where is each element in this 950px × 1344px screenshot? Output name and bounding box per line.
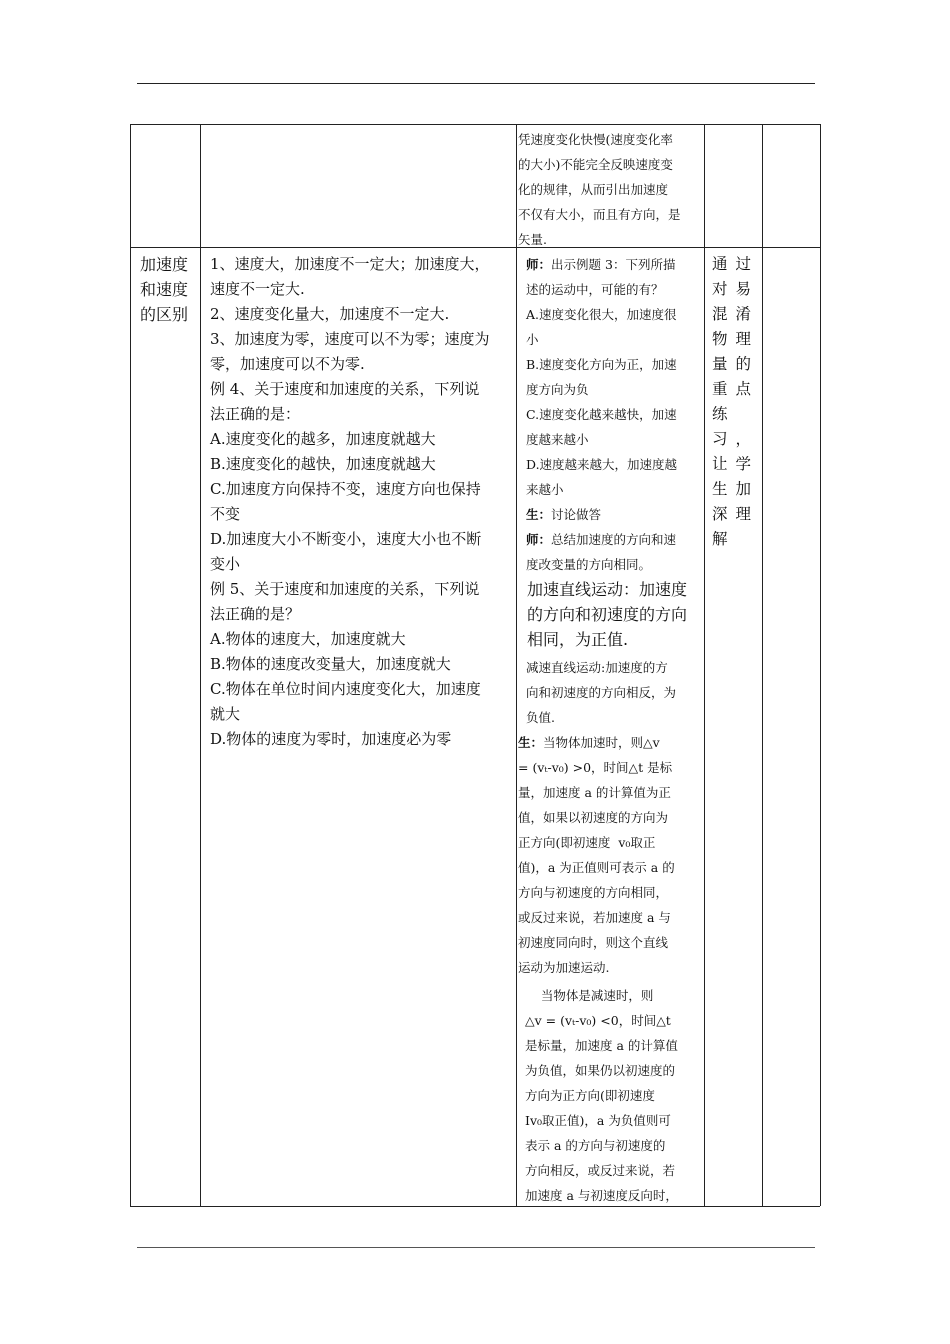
topic-cell — [140, 252, 200, 327]
option-line: B.速度变化方向为正，加速 — [526, 357, 677, 372]
content-line: 速度不一定大. — [210, 280, 305, 298]
text-line: 化的规律，从而引出加速度 — [518, 182, 669, 197]
accel-line: 的方向和初速度的方向 — [527, 605, 688, 624]
student-line: 量，加速度 a 的计算值为正 — [518, 785, 671, 800]
option-line: B.物体的速度改变量大，加速度就大 — [210, 655, 451, 673]
decel-line: 减速直线运动:加速度的方 — [526, 660, 668, 675]
teacher-label: 师： — [526, 532, 552, 547]
option-line: 就大 — [210, 705, 241, 723]
teacher-label: 师： — [526, 257, 552, 272]
topic-line: 加速度 — [140, 255, 189, 274]
text-line: 凭速度变化快慢(速度变化率 — [518, 132, 673, 147]
example5-line: 例 5、关于速度和加速度的关系，下列说 — [210, 580, 480, 598]
student-line: = (vₜ-v₀) >0，时间△t 是标 — [518, 760, 673, 775]
content-line: 3、加速度为零，速度可以不为零；速度为 — [210, 330, 490, 348]
accel-line: 加速直线运动：加速度 — [527, 580, 688, 599]
student-line: 方向与初速度的方向相同， — [518, 885, 669, 900]
activity-cell — [518, 252, 702, 1208]
purpose-line: 通过 — [712, 255, 760, 273]
decel-explain-line: 方向为正方向(即初速度 — [525, 1088, 655, 1103]
student-line: 值，如果以初速度的方向为 — [518, 810, 669, 825]
decel-line: 负值. — [526, 710, 555, 725]
content-cell — [210, 252, 514, 752]
content-line: 零，加速度可以不为零. — [210, 355, 365, 373]
option-line: 不变 — [210, 505, 241, 523]
decel-line: 向和初速度的方向相反，为 — [526, 685, 677, 700]
content-line: 1、速度大，加速度不一定大；加速度大， — [210, 255, 490, 273]
decel-explain-line: 是标量，加速度 a 的计算值 — [525, 1038, 678, 1053]
decel-explain-line: 为负值，如果仍以初速度的 — [525, 1063, 676, 1078]
option-line: A.速度变化的越多，加速度就越大 — [210, 430, 436, 448]
text-line: 矢量. — [518, 232, 547, 247]
teacher-text: 总结加速度的方向和速 — [551, 532, 677, 547]
purpose-line: 对易 — [712, 280, 760, 298]
decel-explain-line: 表示 a 的方向与初速度的 — [525, 1138, 666, 1153]
student-line — [518, 730, 702, 755]
purpose-line: 练 — [712, 405, 736, 423]
decel-explain-line: 加速度 a 与初速度反向时， — [525, 1188, 678, 1203]
option-line: A.速度变化很大，加速度很 — [526, 307, 677, 322]
student-line: 正方向(即初速度 v₀取正 — [518, 835, 656, 850]
student-line: 初速度同向时，则这个直线 — [518, 935, 669, 950]
option-line: C.物体在单位时间内速度变化大，加速度 — [210, 680, 481, 698]
purpose-line: 混淆 — [712, 305, 760, 323]
purpose-line: 深理 — [712, 505, 760, 523]
option-line: A.物体的速度大，加速度就大 — [210, 630, 406, 648]
option-line: 度方向为负 — [526, 382, 589, 397]
purpose-line: 让学 — [712, 455, 760, 473]
accel-line: 相同，为正值. — [527, 630, 629, 649]
teacher-line — [526, 252, 702, 277]
option-line: 来越小 — [526, 482, 564, 497]
decel-explain-line: Iv₀取正值)，a 为负值则可 — [525, 1113, 671, 1128]
teacher-text: 出示例题 3：下列所描 — [551, 257, 676, 272]
student-text: 讨论做答 — [551, 507, 602, 522]
option-line: C.速度变化越来越快，加速 — [526, 407, 677, 422]
purpose-line: 重点 — [712, 380, 760, 398]
option-line: 度越来越小 — [526, 432, 589, 447]
teacher-line: 度改变量的方向相同。 — [526, 557, 652, 572]
student-line: 值)，a 为正值则可表示 a 的 — [518, 860, 675, 875]
purpose-line: 解 — [712, 530, 736, 548]
topic-line: 和速度 — [140, 280, 189, 299]
option-line: B.速度变化的越快，加速度就越大 — [210, 455, 436, 473]
option-line: 变小 — [210, 555, 241, 573]
student-line — [526, 502, 702, 527]
student-label: 生： — [518, 735, 544, 750]
decel-explain-line: △v = (vₜ-v₀) <0，时间△t — [525, 1013, 671, 1028]
student-line: 或反过来说，若加速度 a 与 — [518, 910, 671, 925]
purpose-line: 习， — [712, 430, 760, 448]
text-line: 的大小)不能完全反映速度变 — [518, 157, 673, 172]
purpose-line: 物理 — [712, 330, 760, 348]
header-rule — [137, 83, 815, 84]
text-line: 不仅有大小，而且有方向，是 — [518, 207, 681, 222]
teacher-line — [526, 527, 702, 552]
student-text: 当物体加速时，则△v — [543, 735, 660, 750]
purpose-line: 量的 — [712, 355, 760, 373]
option-line: 小 — [526, 332, 539, 347]
student-line: 运动为加速运动. — [518, 960, 610, 975]
example4-line: 法正确的是： — [210, 405, 301, 423]
purpose-line: 生加 — [712, 480, 760, 498]
content-line: 2、速度变化量大，加速度不一定大. — [210, 305, 450, 323]
option-line: D.速度越来越大，加速度越 — [526, 457, 678, 472]
decel-explain-line: 当物体是减速时，则 — [525, 988, 654, 1003]
example5-line: 法正确的是？ — [210, 605, 301, 623]
footer-rule — [137, 1247, 815, 1248]
student-label: 生： — [526, 507, 552, 522]
option-line: D.物体的速度为零时，加速度必为零 — [210, 730, 452, 748]
teacher-line: 述的运动中，可能的有？ — [526, 282, 664, 297]
row1-method-cell — [518, 127, 702, 252]
option-line: D.加速度大小不断变小，速度大小也不断 — [210, 530, 482, 548]
option-line: C.加速度方向保持不变，速度方向也保持 — [210, 480, 481, 498]
example4-line: 例 4、关于速度和加速度的关系，下列说 — [210, 380, 480, 398]
decel-explain-line: 方向相反，或反过来说，若 — [525, 1163, 676, 1178]
purpose-cell — [712, 252, 762, 552]
topic-line: 的区别 — [140, 305, 189, 324]
